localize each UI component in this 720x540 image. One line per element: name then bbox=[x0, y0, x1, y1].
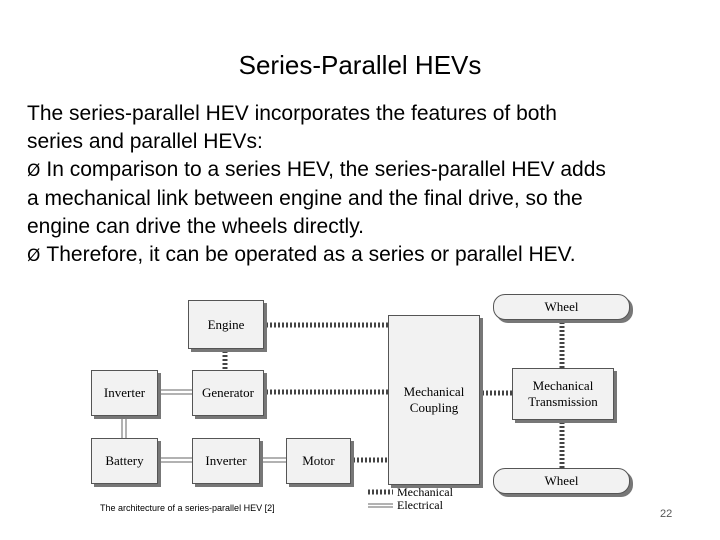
inverter-bottom-box bbox=[192, 438, 260, 484]
wheel-top-label: Wheel bbox=[544, 299, 579, 314]
body-line-1: The series-parallel HEV incorporates the features of both bbox=[27, 102, 557, 125]
wheel-top-box bbox=[493, 294, 630, 320]
wheel-bottom-label: Wheel bbox=[544, 473, 579, 488]
diagram-caption: The architecture of a series-parallel HEV [2] bbox=[100, 503, 275, 513]
inverter-top-box bbox=[91, 370, 158, 416]
inverter-top-label: Inverter bbox=[103, 385, 146, 400]
bullet-arrow-icon: Ø bbox=[27, 246, 41, 266]
generator-box bbox=[192, 370, 264, 416]
bullet-arrow-icon: Ø bbox=[27, 161, 41, 181]
coupling-label-line1: Mechanical bbox=[403, 384, 465, 399]
legend-mechanical-label: Mechanical bbox=[397, 485, 453, 499]
coupling-label-line2: Coupling bbox=[409, 400, 459, 415]
transmission-label-line2: Transmission bbox=[528, 394, 598, 409]
inverter-bottom-label: Inverter bbox=[205, 453, 247, 468]
engine-box bbox=[188, 300, 264, 349]
motor-box bbox=[286, 438, 351, 484]
battery-label: Battery bbox=[105, 453, 144, 468]
battery-box bbox=[91, 438, 158, 484]
body-line-2: series and parallel HEVs: bbox=[27, 130, 263, 153]
slide-title: Series-Parallel HEVs bbox=[238, 50, 482, 80]
body-line-5: engine can drive the wheels directly. bbox=[27, 215, 364, 238]
engine-label: Engine bbox=[207, 316, 245, 332]
mechanical-transmission-box bbox=[512, 368, 614, 420]
transmission-label-line1: Mechanical bbox=[532, 378, 594, 393]
body-line-4: a mechanical link between engine and the final drive, so the bbox=[27, 187, 583, 210]
mechanical-coupling-box bbox=[388, 315, 480, 485]
generator-label: Generator bbox=[202, 385, 254, 400]
motor-label: Motor bbox=[302, 453, 335, 468]
bullet-item-2-text: Therefore, it can be operated as a series or parallel HEV. bbox=[46, 243, 576, 266]
legend-electrical-label: Electrical bbox=[397, 498, 443, 512]
bullet-item-1-text: In comparison to a series HEV, the series-parallel HEV adds bbox=[46, 158, 606, 181]
page-number: 22 bbox=[660, 508, 673, 520]
wheel-bottom-box bbox=[493, 468, 630, 494]
